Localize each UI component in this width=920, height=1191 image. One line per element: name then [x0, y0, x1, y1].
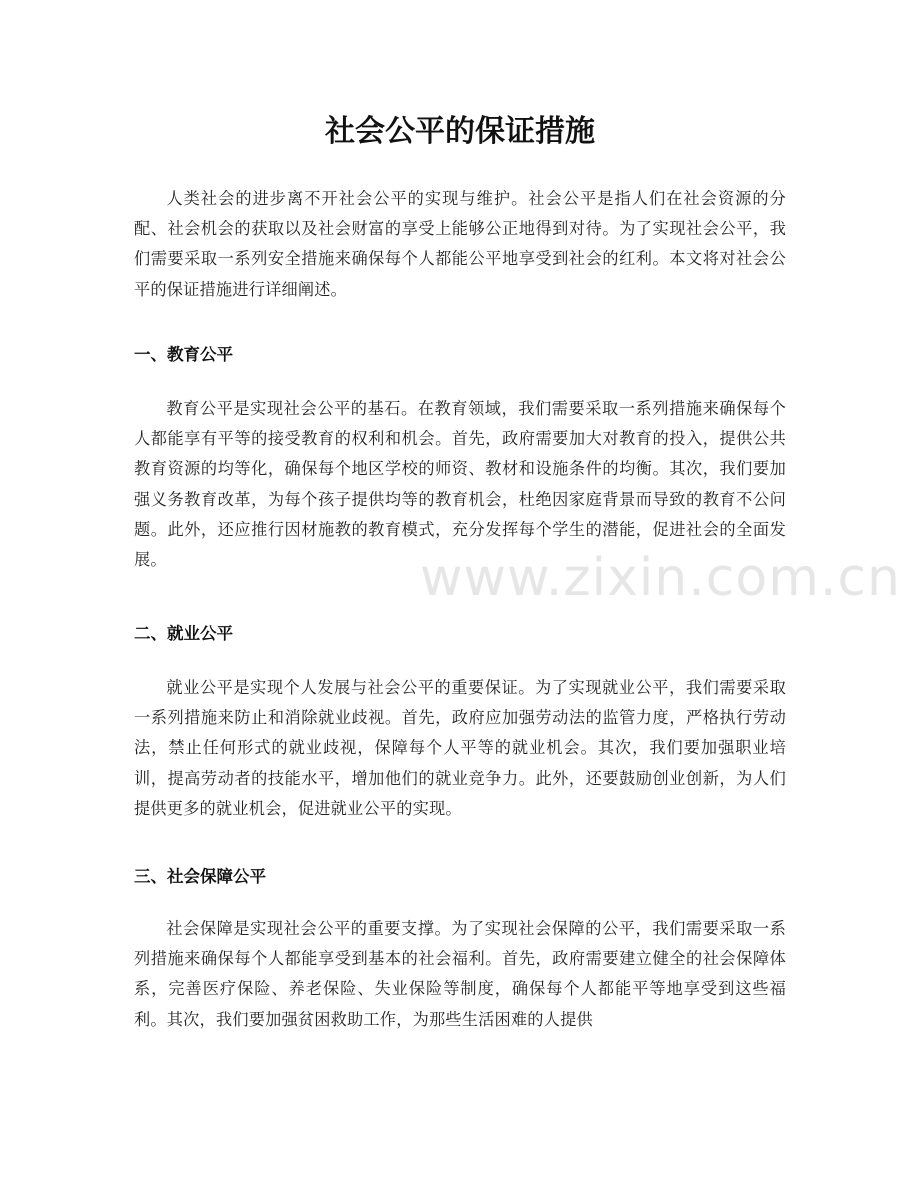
section-paragraph: 就业公平是实现个人发展与社会公平的重要保证。为了实现就业公平，我们需要采取一系列措施来防止和消除就业歧视。首先，政府应加强劳动法的监管力度，严格执行劳动法，禁止任何形式的就业歧视，保障每个人平等的就业机会。其次，我们要加强职业培训，提高劳动者的技能水平，增加他们的就业竞争力。此外，还要鼓励创业创新，为人们提供更多的就业机会，促进就业公平的实现。 — [134, 678, 786, 818]
section-1-body-block — [134, 394, 786, 575]
section-heading: 二、就业公平 — [134, 624, 233, 643]
watermark: www.zixin.com.cn — [420, 548, 901, 608]
section-2 — [134, 619, 786, 649]
section-heading: 三、社会保障公平 — [134, 867, 266, 886]
section-paragraph: 社会保障是实现社会公平的重要支撑。为了实现社会保障的公平，我们需要采取一系列措施来确保每个人都能享受到基本的社会福利。首先，政府需要建立健全的社会保障体系，完善医疗保险、养老保险、失业保险等制度，确保每个人都能平等地享受到这些福利。其次，我们要加强贫困救助工作，为那些生活困难的人提供 — [134, 919, 786, 1029]
intro-block — [134, 184, 786, 305]
page-title: 社会公平的保证措施 — [325, 114, 595, 149]
section-paragraph: 教育公平是实现社会公平的基石。在教育领域，我们需要采取一系列措施来确保每个人都能享有平等的接受教育的权利和机会。首先，政府需要加大对教育的投入，提供公共教育资源的均等化，确保每个地区学校的师资、教材和设施条件的均衡。其次，我们要加强义务教育改革，为每个孩子提供均等的教育机会，杜绝因家庭背景而导致的教育不公问题。此外，还应推行因材施教的教育模式，充分发挥每个学生的潜能，促进社会的全面发展。 — [134, 399, 786, 570]
section-1 — [134, 340, 786, 370]
section-3 — [134, 862, 786, 892]
section-3-body-block — [134, 914, 786, 1035]
section-heading: 一、教育公平 — [134, 345, 233, 364]
intro-paragraph: 人类社会的进步离不开社会公平的实现与维护。社会公平是指人们在社会资源的分配、社会机会的获取以及社会财富的享受上能够公正地得到对待。为了实现社会公平，我们需要采取一系列安全措施来确保每个人都能公平地享受到社会的红利。本文将对社会公平的保证措施进行详细阐述。 — [134, 189, 786, 299]
section-2-body-block — [134, 673, 786, 824]
